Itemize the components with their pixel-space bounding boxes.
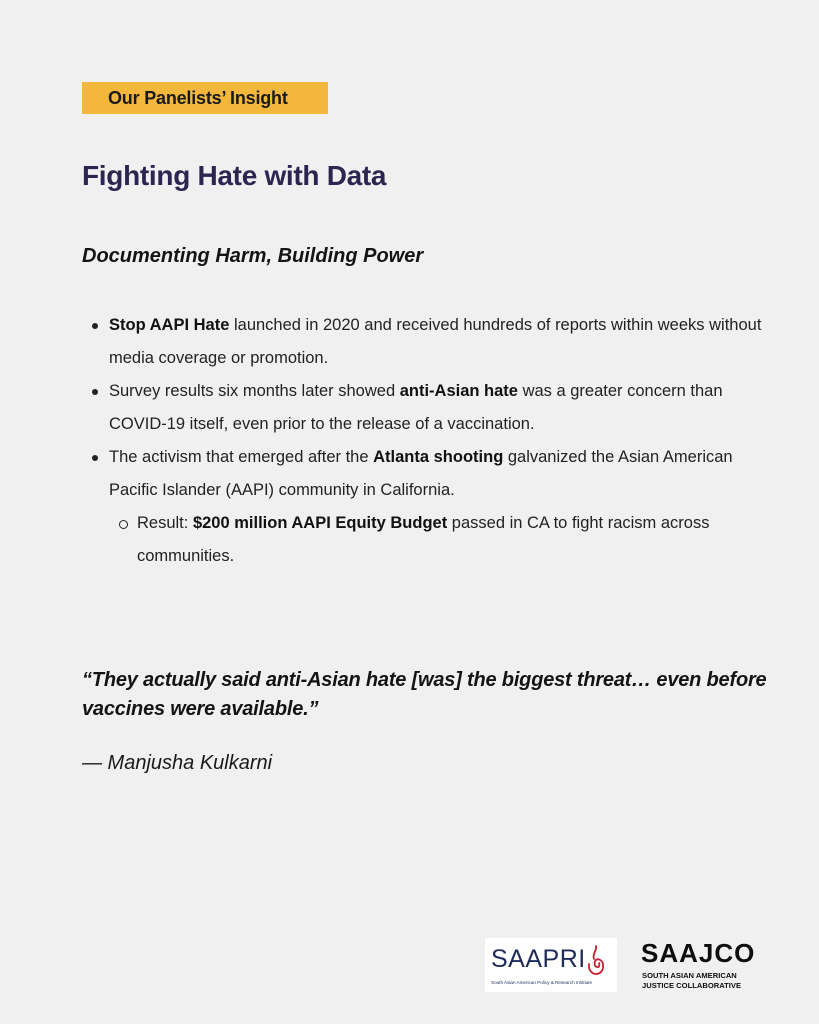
saajco-logo-tagline (642, 971, 741, 991)
saapri-logo-tagline: South Asian American Policy & Research Institute (491, 980, 593, 985)
saajco-tagline-line: JUSTICE COLLABORATIVE (642, 981, 742, 990)
saapri-flame-icon (585, 944, 607, 976)
bullet-list (82, 309, 772, 573)
bullet-item (82, 309, 772, 375)
sub-bullet-text: Result: (137, 514, 193, 532)
page-title: Fighting Hate with Data (82, 160, 387, 191)
bullet-text: was a greater concern than COVID-19 itself, even prior to the release of a vaccination. (109, 382, 723, 433)
pull-quote: “They actually said anti-Asian hate [was] the biggest threat… even before vaccines were available.” (82, 669, 767, 720)
sub-bullet-text: passed in CA to fight racism across communities. (137, 514, 710, 565)
saapri-logo (485, 938, 617, 992)
saajco-logo (641, 938, 756, 994)
bullet-item (82, 375, 772, 441)
saajco-logo-name: SAAJCO (641, 938, 756, 968)
bullet-item (82, 441, 772, 507)
bullet-bold: Stop AAPI Hate (109, 316, 230, 334)
bullet-bold: anti-Asian hate (399, 382, 518, 400)
page-subtitle: Documenting Harm, Building Power (82, 245, 424, 267)
bullet-bold: Atlanta shooting (373, 448, 504, 466)
section-tag: Our Panelists’ Insight (82, 82, 328, 114)
bullet-text: Survey results six months later showed (109, 382, 400, 400)
bullet-text: launched in 2020 and received hundreds of reports within weeks without media coverage or promotion. (109, 316, 762, 367)
quote-attribution: — Manjusha Kulkarni (82, 752, 273, 774)
saapri-logo-name: SAAPRI (491, 945, 586, 973)
sub-bullet-bold: $200 million AAPI Equity Budget (192, 514, 448, 532)
bullet-text: galvanized the Asian American Pacific Islander (AAPI) community in California. (109, 448, 733, 499)
saajco-tagline-line: SOUTH ASIAN AMERICAN (642, 971, 737, 980)
bullet-text: The activism that emerged after the (109, 448, 374, 466)
sub-bullet-item (82, 507, 772, 573)
